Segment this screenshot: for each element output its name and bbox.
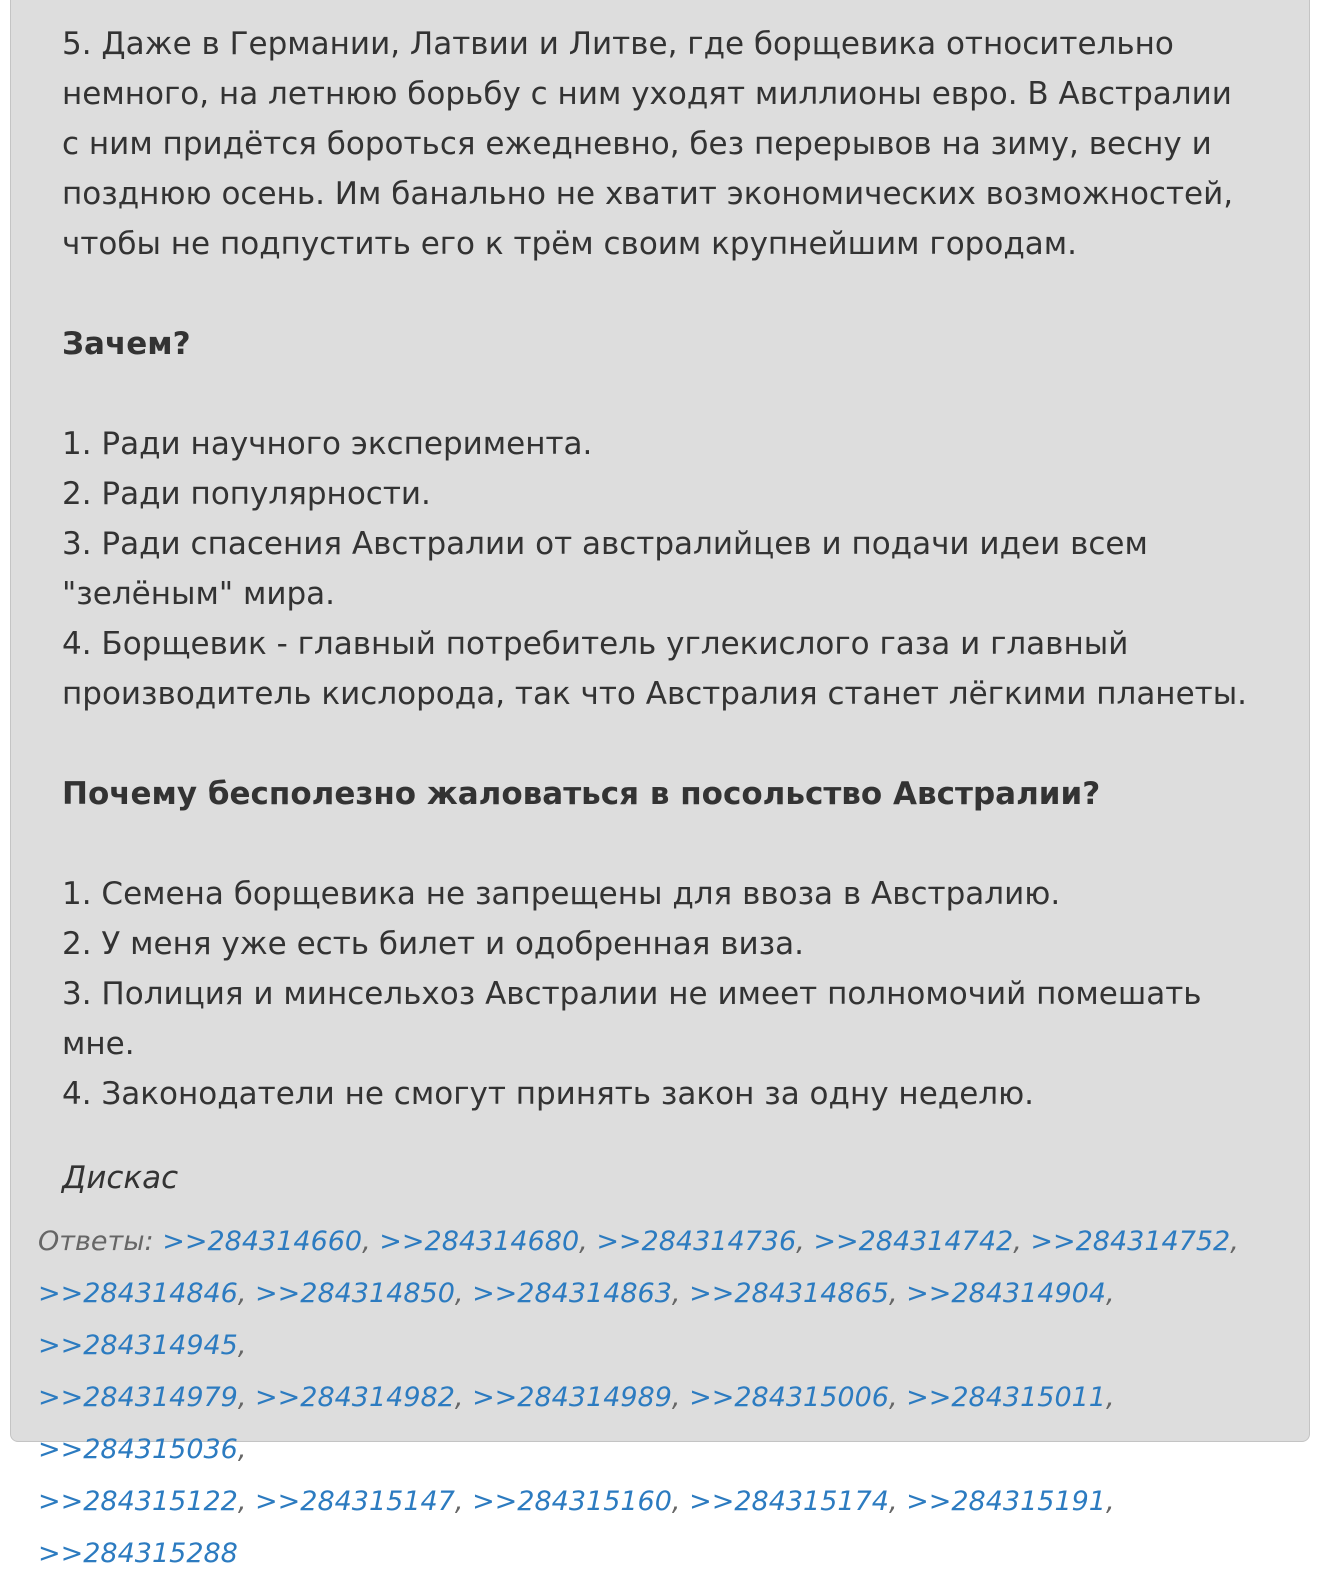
why-heading: Зачем? [62, 326, 191, 362]
reply-link[interactable]: >>284315006 [689, 1382, 889, 1413]
reply-link[interactable]: >>284314982 [255, 1382, 455, 1413]
list-item: "зелёным" мира. [62, 576, 336, 612]
list-item: мне. [62, 1026, 135, 1062]
spacer [62, 269, 1262, 319]
list-item: 3. Полиция и минсельхоз Австралии не имеет полномочий помешать [62, 976, 1202, 1012]
list-item: 2. Ради популярности. [62, 476, 431, 512]
reply-link[interactable]: >>284315147 [255, 1486, 455, 1517]
post-message [62, 19, 1262, 1119]
signature: Дискас [62, 1160, 179, 1196]
post-container [10, 0, 1310, 1569]
list-item: 4. Законодатели не смогут принять закон за одну неделю. [62, 1076, 1035, 1112]
reply-link[interactable]: >>284314850 [255, 1278, 455, 1309]
text-line: с ним придётся бороться ежедневно, без перерывов на зиму, весну и [62, 126, 1212, 162]
reply-link[interactable]: >>284314742 [813, 1226, 1014, 1257]
reply-link[interactable]: >>284314752 [1030, 1226, 1231, 1257]
reply-link[interactable]: >>284315174 [689, 1486, 889, 1517]
reply-link[interactable]: >>284314865 [689, 1278, 889, 1309]
reply-link[interactable]: >>284314945 [38, 1330, 238, 1361]
embassy-heading: Почему бесполезно жаловаться в посольство Австралии? [62, 776, 1101, 812]
replies-label: Ответы: [38, 1226, 154, 1257]
reply-link[interactable]: >>284314736 [596, 1226, 797, 1257]
list-item: 3. Ради спасения Австралии от австралийцев и подачи идеи всем [62, 526, 1148, 562]
reply-link[interactable]: >>284315036 [38, 1434, 238, 1465]
reply-link[interactable]: >>284314846 [38, 1278, 238, 1309]
reply-link[interactable]: >>284315288 [38, 1538, 238, 1569]
reply-link[interactable]: >>284314863 [472, 1278, 672, 1309]
reply-link[interactable]: >>284314660 [162, 1226, 363, 1257]
text-line: немного, на летнюю борьбу с ним уходят миллионы евро. В Австралии [62, 76, 1232, 112]
text-line: позднюю осень. Им банально не хватит экономических возможностей, [62, 176, 1234, 212]
reply-link[interactable]: >>284315011 [906, 1382, 1106, 1413]
reply-link[interactable]: >>284315122 [38, 1486, 238, 1517]
list-item: 2. У меня уже есть билет и одобренная виза. [62, 926, 804, 962]
spacer [62, 819, 1262, 869]
reply-link[interactable]: >>284314680 [379, 1226, 580, 1257]
list-item: 4. Борщевик - главный потребитель углекислого газа и главный [62, 626, 1129, 662]
reply-link[interactable]: >>284315160 [472, 1486, 672, 1517]
replies-block: Ответы: >>284314660, >>284314680, >>284314736, >>284314742, >>284314752, >>284314846, >>284314850, >>284314863, >>284314865, >>284314904, >>284314945, >>284314979, >>284314982, >>284314989, >>284315006, >>284315011, >>284315036, >>284315122, >>284315147, >>284315160, >>284315174, >>284315191, >>284315288 [38, 1226, 1239, 1569]
text-line: чтобы не подпустить его к трём своим крупнейшим городам. [62, 226, 1077, 262]
list-item: 1. Семена борщевика не запрещены для ввоза в Австралию. [62, 876, 1061, 912]
list-item: производитель кислорода, так что Австралия станет лёгкими планеты. [62, 676, 1248, 712]
spacer [62, 719, 1262, 769]
reply-link[interactable]: >>284314989 [472, 1382, 672, 1413]
spacer [62, 369, 1262, 419]
reply-link[interactable]: >>284314904 [906, 1278, 1106, 1309]
list-item: 1. Ради научного эксперимента. [62, 426, 593, 462]
text-line: 5. Даже в Германии, Латвии и Литве, где борщевика относительно [62, 26, 1174, 62]
reply-link[interactable]: >>284315191 [906, 1486, 1106, 1517]
reply-link[interactable]: >>284314979 [38, 1382, 238, 1413]
